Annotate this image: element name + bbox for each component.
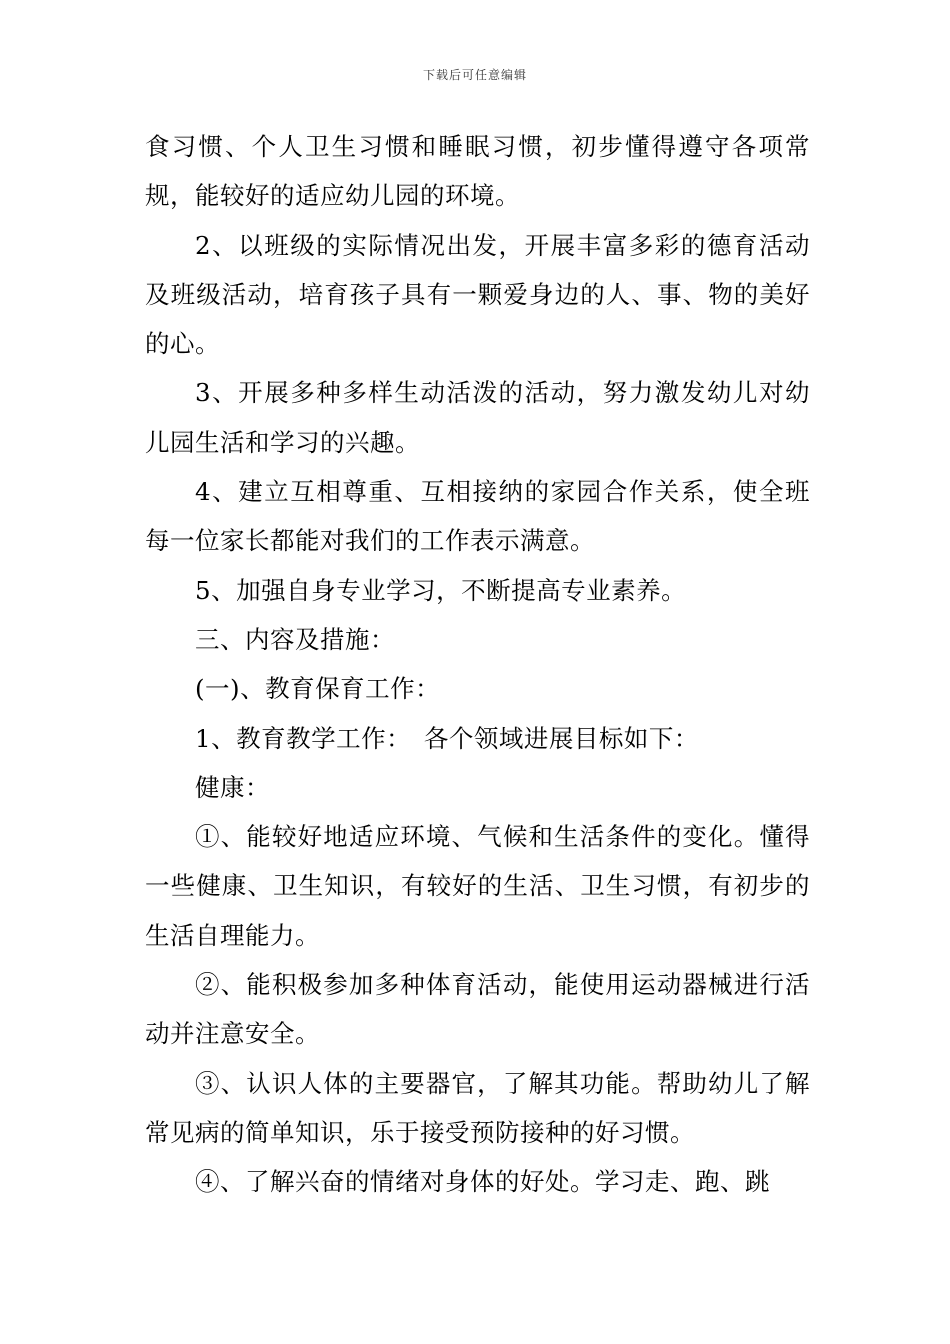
- health-item-2: ②、能积极参加多种体育活动，能使用运动器械进行活动并注意安全。: [145, 970, 810, 1049]
- paragraph-goal-3: 3、开展多种多样生动活泼的活动，努力激发幼儿对幼儿园生活和学习的兴趣。: [145, 378, 810, 457]
- paragraph-goal-2: 2、以班级的实际情况出发，开展丰富多彩的德育活动及班级活动，培育孩子具有一颗爱身边的人、事、物的美好的心。: [145, 230, 810, 359]
- page-header: 下载后可任意编辑: [422, 68, 527, 82]
- paragraph-goal-4: 4、建立互相尊重、互相接纳的家园合作关系，使全班每一位家长都能对我们的工作表示满意。: [145, 477, 810, 556]
- health-item-1: ①、能较好地适应环境、气候和生活条件的变化。懂得一些健康、卫生知识，有较好的生活、卫生习惯，有初步的生活自理能力。: [145, 822, 810, 950]
- subsection-heading-1: (一)、教育保育工作：: [195, 674, 441, 704]
- health-item-3: ③、认识人体的主要器官，了解其功能。帮助幼儿了解常见病的简单知识，乐于接受预防接种的好习惯。: [145, 1068, 810, 1147]
- domain-heading-health: 健康：: [195, 772, 270, 802]
- document-body: [145, 122, 810, 1207]
- paragraph-goal-5: 5、加强自身专业学习，不断提高专业素养。: [195, 575, 687, 605]
- section-heading-3: 三、内容及措施：: [195, 624, 395, 654]
- health-item-4: ④、了解兴奋的情绪对身体的好处。学习走、跑、跳: [195, 1167, 770, 1197]
- item-heading-1: 1、教育教学工作： 各个领域进展目标如下：: [195, 723, 699, 753]
- paragraph-continuation: 食习惯、个人卫生习惯和睡眠习惯，初步懂得遵守各项常规，能较好的适应幼儿园的环境。: [145, 132, 810, 211]
